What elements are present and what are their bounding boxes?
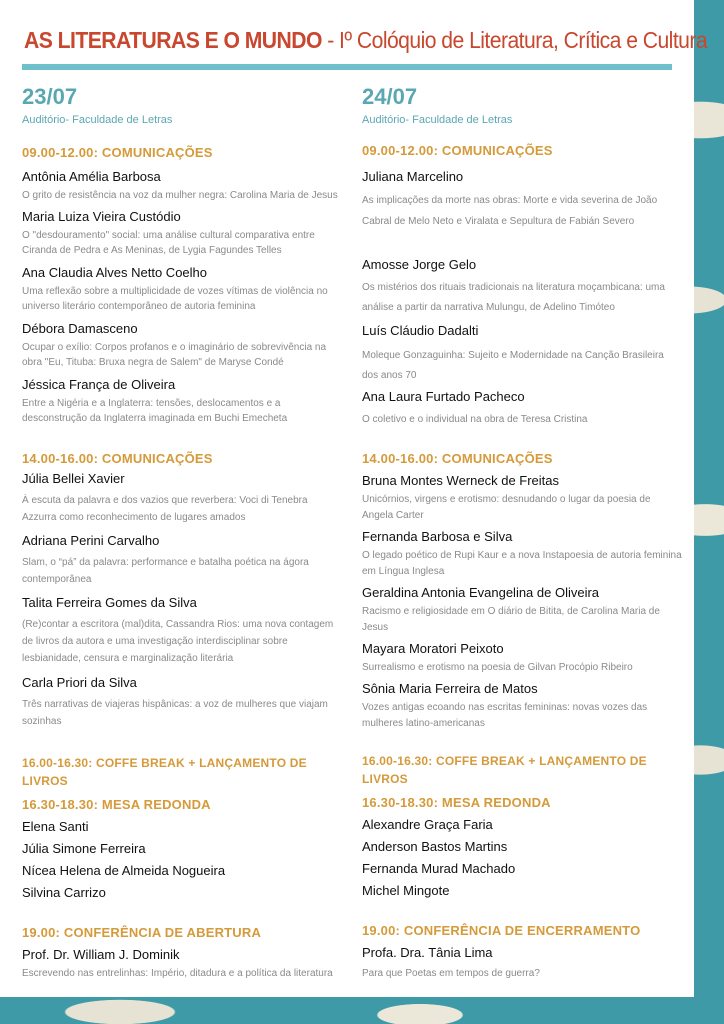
day1-afternoon-name-3: Talita Ferreira Gomes da Silva — [22, 595, 197, 610]
day2-morning-name-2: Amosse Jorge Gelo — [362, 257, 477, 272]
day1-afternoon-heading: 14.00-16.00: COMUNICAÇÕES — [22, 451, 213, 466]
day1-round-member-1: Elena Santi — [22, 819, 89, 834]
day2-date: 24/07 — [362, 84, 418, 109]
day1-morning-name-5: Jéssica França de Oliveira — [22, 377, 176, 392]
day2-morning-desc-4: O coletivo e o individual na obra de Teresa Cristina — [362, 414, 588, 425]
day1-morning-desc-2: O "desdouramento" social: uma análise cultural comparativa entre Ciranda de Pedra e As Meninas, de Lygia Fagundes Telles — [22, 230, 315, 256]
day2-conf-heading: 19.00: CONFERÊNCIA DE ENCERRAMENTO — [362, 923, 641, 938]
day1-break: 16.00-16.30: COFFE BREAK + LANÇAMENTO DE LIVROS — [22, 756, 307, 788]
day2-break: 16.00-16.30: COFFE BREAK + LANÇAMENTO DE LIVROS — [362, 754, 647, 786]
day2-morning-name-3: Luís Cláudio Dadalti — [362, 323, 479, 338]
day2-round-member-4: Michel Mingote — [362, 883, 450, 898]
day2-round-member-3: Fernanda Murad Machado — [362, 861, 516, 876]
day2-round-member-1: Alexandre Graça Faria — [362, 817, 493, 832]
day2-afternoon-desc-2: O legado poético de Rupi Kaur e a nova Instapoesia de autoria feminina em Língua Inglesa — [362, 550, 682, 577]
day2-afternoon-name-3: Geraldina Antonia Evangelina de Oliveira — [362, 585, 600, 600]
day1-round-member-2: Júlia Simone Ferreira — [22, 841, 146, 856]
day2-morning-name-1: Juliana Marcelino — [362, 169, 464, 184]
day2-afternoon-name-4: Mayara Moratori Peixoto — [362, 641, 504, 656]
day2-conf-desc: Para que Poetas em tempos de guerra? — [362, 968, 540, 979]
day2-round-heading: 16.30-18.30: MESA REDONDA — [362, 795, 551, 810]
day2-afternoon-name-5: Sônia Maria Ferreira de Matos — [362, 681, 538, 696]
day2-afternoon-desc-5: Vozes antigas ecoando nas escritas femininas: novas vozes das mulheres latino-americanas — [362, 702, 648, 729]
day1-morning-name-2: Maria Luiza Vieira Custódio — [22, 209, 181, 224]
title-main: AS LITERATURAS E O MUNDO — [24, 27, 322, 53]
day1-afternoon-desc-1: À escuta da palavra e dos vazios que reverbera: Voci di Tenebra Azzurra como reconhecimento de lugares amados — [22, 495, 308, 523]
day2-morning-name-4: Ana Laura Furtado Pacheco — [362, 389, 525, 404]
day2-conf-name: Profa. Dra. Tânia Lima — [362, 945, 493, 960]
day1-morning-name-1: Antônia Amélia Barbosa — [22, 169, 161, 184]
day1-morning-desc-1: O grito de resistência na voz da mulher negra: Carolina Maria de Jesus — [22, 190, 338, 201]
day1-afternoon-name-1: Júlia Bellei Xavier — [22, 471, 125, 486]
day2-morning-desc-1: As implicações da morte nas obras: Morte e vida severina de João Cabral de Melo Neto e Viralata e Sepultura de Fabián Severo — [362, 195, 658, 227]
day2-round-member-2: Anderson Bastos Martins — [362, 839, 508, 854]
day1-conf-heading: 19.00: CONFERÊNCIA DE ABERTURA — [22, 925, 262, 940]
day2-afternoon-desc-3: Racismo e religiosidade em O diário de Bitita, de Carolina Maria de Jesus — [362, 606, 660, 633]
day2-afternoon-desc-4: Surrealismo e erotismo na poesia de Gilvan Procópio Ribeiro — [362, 662, 633, 673]
day1-morning-heading: 09.00-12.00: COMUNICAÇÕES — [22, 145, 213, 160]
day1-afternoon-name-4: Carla Priori da Silva — [22, 675, 137, 690]
day2-morning-heading: 09.00-12.00: COMUNICAÇÕES — [362, 143, 553, 158]
title-subtitle: - Iº Colóquio de Literatura, Crítica e Cultura — [321, 27, 708, 53]
day1-round-member-4: Silvina Carrizo — [22, 885, 106, 900]
day1-conf-desc: Escrevendo nas entrelinhas: Império, ditadura e a política da literatura — [22, 968, 333, 979]
day2-afternoon-heading: 14.00-16.00: COMUNICAÇÕES — [362, 451, 553, 466]
day1-morning-desc-4: Ocupar o exílio: Corpos profanos e o imaginário de sobrevivência na obra "Eu, Tituba: Bruxa negra de Salem" de Maryse Condé — [22, 342, 327, 368]
title-divider — [22, 64, 672, 70]
day2-morning-desc-2: Os mistérios dos rituais tradicionais na literatura moçambicana: uma análise a partir da narrativa Mulungu, de Adelino Timóteo — [362, 282, 665, 313]
day1-round-member-3: Nícea Helena de Almeida Nogueira — [22, 863, 226, 878]
day1-afternoon-desc-3: (Re)contar a escritora (mal)dita, Cassandra Rios: uma nova contagem de livros da autora e uma investigação interdisciplinar sobre lesbianidade, censura e marginalização literária — [22, 619, 334, 664]
day1-morning-desc-5: Entre a Nigéria e a Inglaterra: tensões, deslocamentos e a desconstrução da Inglaterra imaginada em Buchi Emecheta — [22, 398, 288, 424]
day1-date: 23/07 — [22, 84, 78, 109]
day2-morning-desc-3: Moleque Gonzaguinha: Sujeito e Modernidade na Canção Brasileira dos anos 70 — [362, 350, 664, 381]
day1-afternoon-desc-4: Três narrativas de viajeras hispânicas: a voz de mulheres que viajam sozinhas — [22, 699, 328, 727]
day2-venue: Auditório- Faculdade de Letras — [362, 114, 513, 126]
day1-round-heading: 16.30-18.30: MESA REDONDA — [22, 797, 211, 812]
day2-afternoon-desc-1: Unicórnios, virgens e erotismo: desnudando o lugar da poesia de Angela Carter — [362, 494, 651, 521]
day1-afternoon-name-2: Adriana Perini Carvalho — [22, 533, 160, 548]
day1-afternoon-desc-2: Slam, o “pá” da palavra: performance e batalha poética na ágora contemporânea — [22, 557, 309, 585]
day2-afternoon-name-1: Bruna Montes Werneck de Freitas — [362, 473, 560, 488]
day1-morning-desc-3: Uma reflexão sobre a multiplicidade de vozes vítimas de violência no universo literário contemporâneo de autoria feminina — [22, 286, 328, 312]
day1-venue: Auditório- Faculdade de Letras — [22, 114, 173, 126]
day1-morning-name-3: Ana Claudia Alves Netto Coelho — [22, 265, 208, 280]
day2-afternoon-name-2: Fernanda Barbosa e Silva — [362, 529, 513, 544]
day1-morning-name-4: Débora Damasceno — [22, 321, 138, 336]
day1-conf-name: Prof. Dr. William J. Dominik — [22, 947, 180, 962]
page-title — [24, 24, 708, 56]
